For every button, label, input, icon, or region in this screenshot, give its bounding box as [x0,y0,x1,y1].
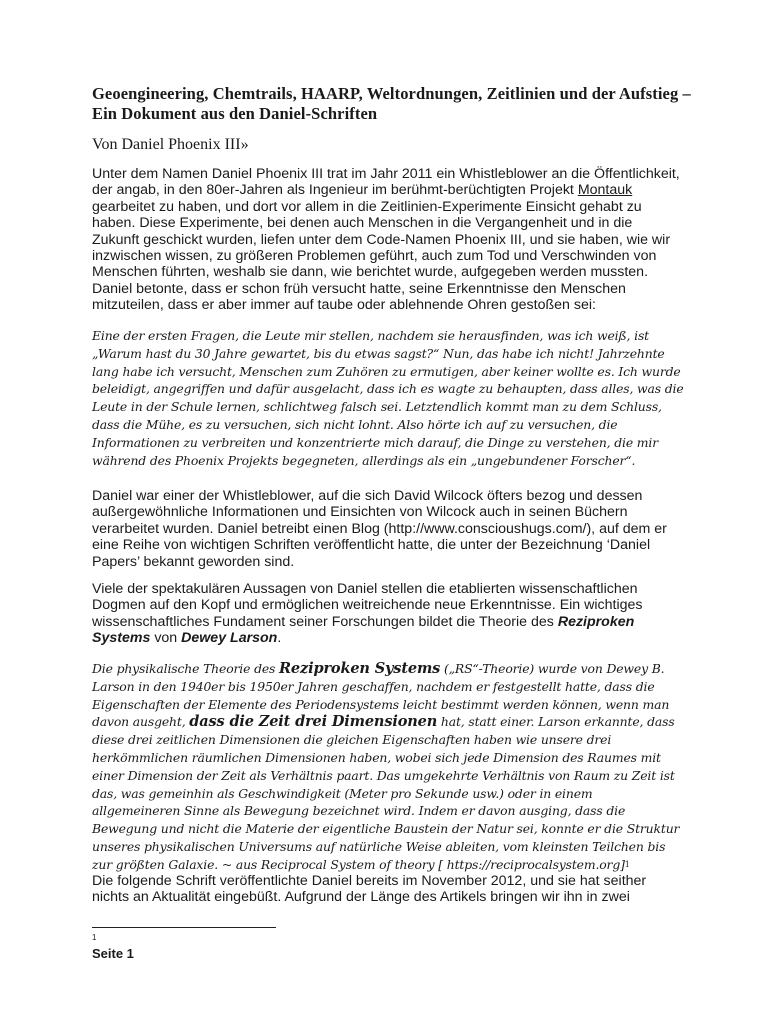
reciprocal-systems-emphasis: Reziproken Systems [279,660,441,677]
closing-paragraph: Die folgende Schrift veröffentlichte Daniel bereits im November 2012, und sie hat seither nichts an Aktualität eingebüßt. Aufgrund der Länge des Artikels bringen wir ihn in zwei [92,873,647,906]
quote-block-2: Die physikalische Theorie des Reziproken Systems („RS“-Theorie) wurde von Dewey B. Larson in den 1940er bis 1950er Jahren geschaffen, nachdem er festgestellt hatte, dass die Eigenschaften der Elemente des Periodensystems leicht bestimmt werden können, wenn man davon ausgeht, dass die Zeit drei Dimensionen hat, statt einer. Larson erkannte, dass diese drei zeitlichen Dimensionen die gleichen Eigenschaften haben wie unsere drei herkömmlichen räumlichen Dimensionen haben, wobei sich jede Dimension des Raumes mit einer Dimension der Zeit als Verhältnis paart. Das umgekehrte Verhältnis von Raum zu Zeit ist das, was gemeinhin als Geschwindigkeit (Meter pro Sekunde usw.) oder in einem allgemeineren Sinne als Bewegung bezeichnet wird. Indem er davon ausging, dass die Bewegung und nicht die Materie der eigentliche Baustein der Natur sei, konnte er die Struktur unseres physikalischen Universums auf natürliche Weise ableiten, vom kleinsten Teilchen bis zur größten Galaxie. ~ aus Reciprocal System of theory [ https://reciprocalsystem.org]$^1$ [92,660,680,872]
footnote-marker: 1 [92,933,97,942]
author-byline: Von Daniel Phoenix III» [92,136,249,153]
document-title: Geoengineering, Chemtrails, HAARP, Weltordnungen, Zeitlinien und der Aufstieg – Ein Dokument aus den Daniel-Schriften [92,84,691,123]
reciprocal-systems-term: Reziproken Systems [92,613,635,647]
whistleblower-paragraph: Daniel war einer der Whistleblower, auf die sich David Wilcock öfters bezog und dessen außergewöhnliche Informationen und Einsichten von Wilcock auch in seinen Büchern verarbeitet wurden. Daniel betreibt einen Blog (http://www.conscioushugs.com/), auf dem er eine Reihe von wichtigen Schriften veröffentlicht hatte, die unter der Bezeichnung ‘Daniel Papers’ bekannt geworden sind. [92,488,667,570]
dewey-larson-term: Dewey Larson [181,630,278,647]
intro-paragraph: Unter dem Namen Daniel Phoenix III trat im Jahr 2011 ein Whistleblower an die Öffentlichkeit, der angab, in den 80er-Jahren als Ingenieur im berühmt-berüchtigten Projekt Montauk gearbeitet zu haben, und dort vor allem in die Zeitlinien-Experimente Einsicht gehabt zu haben. Diese Experimente, bei denen auch Menschen in die Vergangenheit und in die Zukunft geschickt wurden, liefen unter dem Code-Namen Phoenix III, und sie haben, wie wir inzwischen wissen, zu größeren Problemen geführt, auch zum Tod und Verschwinden von Menschen führten, weshalb sie dann, wie berichtet wurde, aufgegeben werden mussten. Daniel betonte, dass er schon früh versucht hatte, seine Erkenntnisse den Menschen mitzuteilen, dass er aber immer auf taube oder ablehnende Ohren gestoßen sei: [92,166,680,314]
time-dimensions-emphasis: dass die Zeit drei Dimensionen [189,713,438,731]
page-number: Seite 1 [92,946,134,961]
theory-paragraph: Viele der spektakulären Aussagen von Daniel stellen die etablierten wissenschaftlichen Dogmen auf den Kopf und ermöglichen weitreichende neue Erkenntnisse. Ein wichtiges wissenschaftliches Fundament seiner Forschungen bildet die Theorie des Reziproken Systems von Dewey Larson. [92,581,643,647]
footnote-divider [92,927,276,928]
quote-block-1: Eine der ersten Fragen, die Leute mir stellen, nachdem sie herausfinden, was ich weiß, ist „Warum hast du 30 Jahre gewartet, bis du etwas sagst?“ Nun, das habe ich nicht! Jahrzehnte lang habe ich versucht, Menschen zum Zuhören zu ermutigen, aber keiner wollte es. Ich wurde beleidigt, angegriffen und dafür ausgelacht, dass ich es wagte zu behaupten, dass alles, was die Leute in der Schule lernen, schlichtweg falsch sei. Letztendlich kommt man zu dem Schluss, dass die Mühe, es zu versuchen, sich nicht lohnt. Also hörte ich auf zu versuchen, die Informationen zu verbreiten und konzentrierte mich darauf, die Dinge zu verstehen, die mir während des Phoenix Projekts begegneten, allerdings als ein „ungebundener Forscher“. [92,328,684,468]
footnote-reference[interactable]: 1 [624,859,630,869]
montauk-link[interactable]: Montauk [577,182,633,199]
